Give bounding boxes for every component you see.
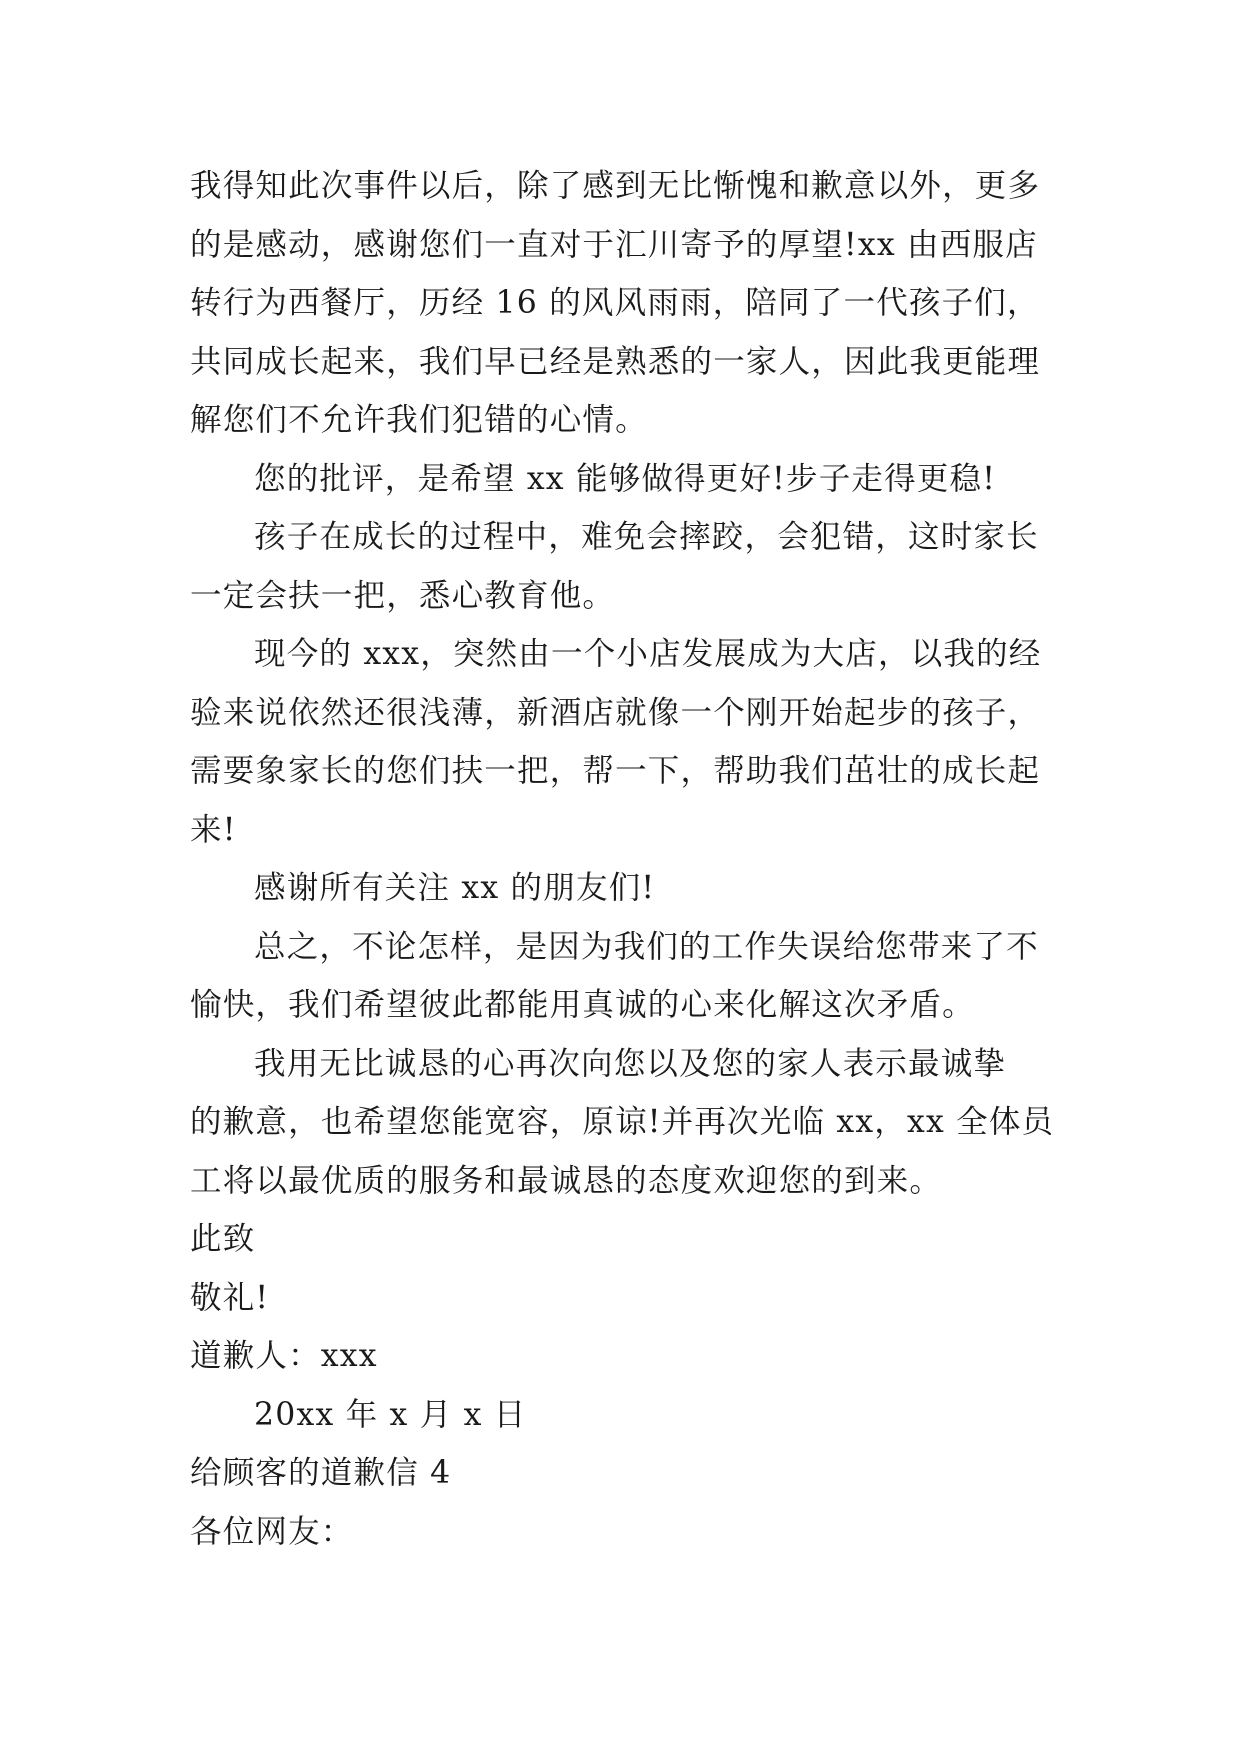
closing-phrase: 此致 — [190, 1221, 256, 1257]
text-line: 解您们不允许我们犯错的心情。 — [190, 402, 648, 438]
text-line: 现今的 xxx，突然由一个小店发展成为大店，以我的经 — [254, 636, 1042, 672]
closing-salute: 敬礼! — [190, 1279, 270, 1316]
date-line: 20xx 年 x 月 x 日 — [254, 1396, 527, 1433]
text-line: 转行为西餐厅，历经 16 的风风雨雨，陪同了一代孩子们， — [190, 285, 1040, 321]
next-letter-greeting: 各位网友： — [190, 1513, 354, 1550]
text-line: 我得知此次事件以后，除了感到无比惭愧和歉意以外，更多 — [190, 168, 1041, 204]
text-line: 共同成长起来，我们早已经是熟悉的一家人，因此我更能理 — [190, 343, 1041, 380]
next-letter-title: 给顾客的道歉信 4 — [190, 1455, 452, 1491]
text-line: 一定会扶一把，悉心教育他。 — [190, 577, 616, 614]
paragraph-7 — [190, 1035, 1070, 1211]
text-line: 工将以最优质的服务和最诚恳的态度欢迎您的到来。 — [190, 1162, 943, 1199]
paragraph-3 — [190, 508, 1070, 625]
paragraph-4 — [190, 625, 1070, 859]
text-line: 感谢所有关注 xx 的朋友们! — [254, 870, 656, 906]
paragraph-5 — [190, 859, 1070, 918]
text-line: 的歉意，也希望您能宽容，原谅!并再次光临 xx，xx 全体员 — [190, 1104, 1055, 1140]
text-line: 愉快，我们希望彼此都能用真诚的心来化解这次矛盾。 — [190, 987, 975, 1023]
text-line: 您的批评，是希望 xx 能够做得更好!步子走得更稳! — [254, 460, 997, 497]
text-line: 来! — [190, 811, 237, 848]
text-line: 总之，不论怎样，是因为我们的工作失误给您带来了不 — [254, 928, 1039, 965]
paragraph-6 — [190, 918, 1070, 1035]
paragraph-1 — [190, 157, 1070, 450]
paragraph-2 — [190, 450, 1070, 509]
text-line: 的是感动，感谢您们一直对于汇川寄予的厚望!xx 由西服店 — [190, 226, 1038, 263]
text-line: 验来说依然还很浅薄，新酒店就像一个刚开始起步的孩子， — [190, 694, 1041, 731]
signer-line: 道歉人：xxx — [190, 1338, 378, 1374]
text-line: 孩子在成长的过程中，难免会摔跤，会犯错，这时家长 — [254, 519, 1039, 555]
text-line: 需要象家长的您们扶一把，帮一下，帮助我们茁壮的成长起 — [190, 753, 1041, 789]
text-line: 我用无比诚恳的心再次向您以及您的家人表示最诚挚 — [254, 1045, 1007, 1082]
letter-body — [190, 157, 1070, 1561]
